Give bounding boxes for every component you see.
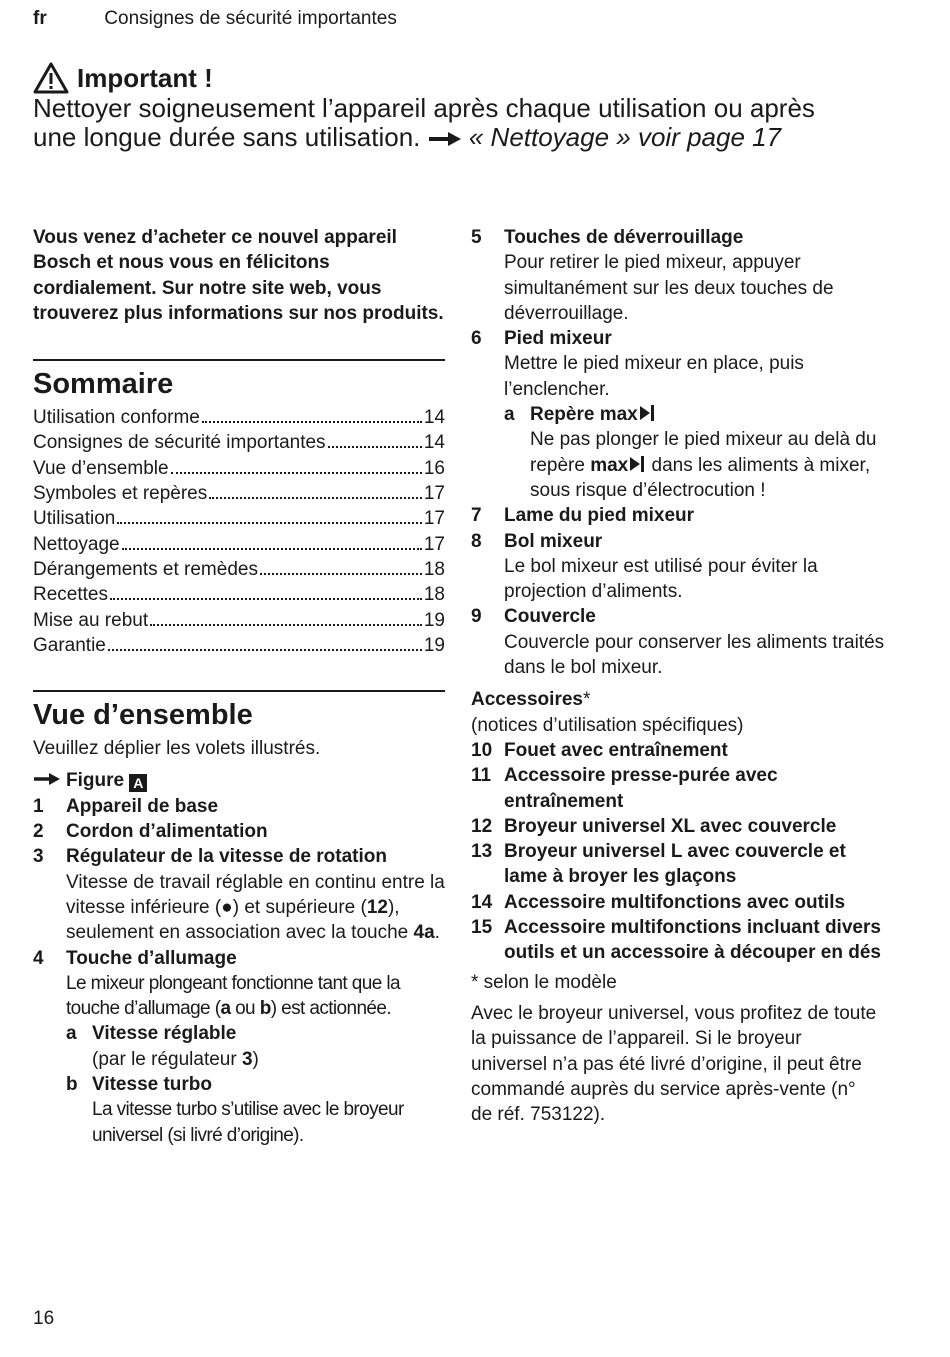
table-of-contents bbox=[33, 405, 445, 658]
toc-entry bbox=[33, 633, 445, 658]
warning-reference: « Nettoyage » voir page 17 bbox=[468, 122, 782, 152]
accessories-note: (notices d’utilisation spécifiques) bbox=[471, 714, 744, 736]
vue-ensemble-title: Vue d’ensemble bbox=[33, 690, 445, 732]
sub-item: a Vitesse réglable (par le régulateur 3) bbox=[66, 1023, 259, 1070]
list-item: 1 Appareil de base bbox=[33, 795, 219, 817]
language-code: fr bbox=[33, 8, 47, 29]
list-item: 4 Touche d’allumage Le mixeur plongeant fonctionne tant que la touche d’allumage (a ou b) est actionnée. a Vitesse réglable (par le régulateur 3) b Vitesse turbo La vitesse turbo s’utilise avec le broyeur universel (si livré d’origine). bbox=[33, 946, 445, 1148]
accessory-item: 10 Fouet avec entraînement bbox=[471, 739, 728, 761]
toc-leader bbox=[171, 472, 422, 474]
toc-leader bbox=[328, 446, 422, 448]
accessory-item: 12 Broyeur universel XL avec couvercle bbox=[471, 815, 837, 837]
toc-leader bbox=[110, 598, 422, 600]
toc-page: 18 bbox=[423, 584, 445, 606]
toc-entry bbox=[33, 557, 445, 582]
list-item: 6 Pied mixeur Mettre le pied mixeur en place, puis l’enclencher. a Repère max Ne pas plonger le pied mixeur au delà du repère max dans les aliments à mixer, sous risque d’électrocution ! bbox=[471, 326, 891, 503]
toc-page: 14 bbox=[423, 407, 445, 429]
warning-triangle-icon bbox=[33, 62, 69, 94]
toc-page: 18 bbox=[423, 558, 445, 580]
toc-entry bbox=[33, 456, 445, 481]
toc-label: Vue d’ensemble bbox=[33, 457, 169, 479]
toc-leader bbox=[108, 649, 422, 651]
page-header bbox=[33, 8, 397, 30]
warning-text: Nettoyer soigneusement l’appareil après chaque utilisation ou après une longue durée sans utilisation. « Nettoyage » voir page 17 bbox=[33, 93, 815, 152]
sub-item: b Vitesse turbo La vitesse turbo s’utilise avec le broyeur universel (si livré d’origine). bbox=[66, 1074, 404, 1146]
toc-page: 14 bbox=[423, 432, 445, 454]
closing-paragraph: Avec le broyeur universel, vous profitez de toute la puissance de l’appareil. Si le broyeur universel n’a pas été livré d’origine, il peut être commandé auprès du service après-vente (n° de réf. 753122). bbox=[471, 1002, 877, 1126]
right-column bbox=[471, 225, 891, 1127]
header-title: Consignes de sécurité importantes bbox=[104, 8, 397, 29]
vue-intro: Veuillez déplier les volets illustrés. bbox=[33, 738, 321, 760]
intro-text: Vous venez d’acheter ce nouvel appareil Bosch et nous vous en félicitons cordialement. Sur notre site web, vous trouverez plus informations sur nos produits. bbox=[33, 227, 444, 324]
toc-entry bbox=[33, 532, 445, 557]
toc-entry bbox=[33, 506, 445, 531]
toc-label: Garantie bbox=[33, 634, 106, 656]
toc-leader bbox=[260, 573, 422, 575]
accessory-item: 13 Broyeur universel L avec couvercle et lame à broyer les glaçons bbox=[471, 841, 846, 888]
toc-leader bbox=[122, 548, 422, 550]
toc-leader bbox=[117, 522, 421, 524]
accessory-item: 11 Accessoire presse-purée avec entraînement bbox=[471, 765, 778, 812]
toc-label: Dérangements et remèdes bbox=[33, 558, 258, 580]
important-warning bbox=[33, 62, 833, 152]
sommaire-title: Sommaire bbox=[33, 359, 445, 401]
accessories-heading: Accessoires* bbox=[471, 689, 591, 711]
arrow-right-icon bbox=[428, 131, 462, 147]
item-description: Le mixeur plongeant fonctionne tant que la touche d’allumage (a ou b) est actionnée. bbox=[66, 972, 400, 1020]
toc-page: 17 bbox=[423, 483, 445, 505]
footnote: * selon le modèle bbox=[471, 971, 617, 993]
toc-label: Utilisation conforme bbox=[33, 407, 200, 429]
item-description: Vitesse de travail réglable en continu entre la vitesse inférieure (●) et supérieure (12), seulement en association avec la touche 4a. bbox=[66, 871, 445, 944]
list-item: 8 Bol mixeur Le bol mixeur est utilisé pour éviter la projection d’aliments. bbox=[471, 530, 818, 603]
toc-page: 17 bbox=[423, 533, 445, 555]
list-item: 5 Touches de déverrouillage Pour retirer le pied mixeur, appuyer simultanément sur les deux touches de déverrouillage. bbox=[471, 227, 834, 324]
figure-letter-badge: A bbox=[129, 774, 147, 792]
toc-label: Mise au rebut bbox=[33, 609, 149, 631]
sub-item: a Repère max Ne pas plonger le pied mixeur au delà du repère max dans les aliments à mixer, sous risque d’électrocution ! bbox=[504, 404, 877, 501]
accessory-item: 15 Accessoire multifonctions incluant divers outils et un accessoire à découper en dés bbox=[471, 917, 881, 964]
max-marker: max bbox=[600, 404, 656, 425]
toc-page: 19 bbox=[423, 634, 445, 656]
arrow-right-icon bbox=[33, 772, 61, 786]
max-marker: max bbox=[590, 455, 646, 476]
toc-label: Utilisation bbox=[33, 508, 116, 530]
accessories-list bbox=[471, 738, 891, 966]
toc-entry bbox=[33, 582, 445, 607]
toc-entry bbox=[33, 608, 445, 633]
toc-label: Nettoyage bbox=[33, 533, 120, 555]
accessory-item: 14 Accessoire multifonctions avec outils bbox=[471, 891, 846, 913]
toc-label: Recettes bbox=[33, 584, 108, 606]
toc-page: 17 bbox=[423, 508, 445, 530]
list-item: 3 Régulateur de la vitesse de rotation Vitesse de travail réglable en continu entre la vitesse inférieure (●) et supérieure (12), seulement en association avec la touche 4a. bbox=[33, 844, 445, 945]
toc-page: 16 bbox=[423, 457, 445, 479]
max-marker-icon bbox=[628, 455, 646, 473]
page-number: 16 bbox=[33, 1308, 55, 1329]
toc-entry bbox=[33, 405, 445, 430]
toc-entry bbox=[33, 481, 445, 506]
toc-entry bbox=[33, 430, 445, 455]
max-marker-icon bbox=[638, 404, 656, 422]
list-item: 9 Couvercle Couvercle pour conserver les aliments traités dans le bol mixeur. bbox=[471, 606, 885, 679]
toc-label: Symboles et repères bbox=[33, 483, 208, 505]
list-item: 7 Lame du pied mixeur bbox=[471, 505, 695, 527]
left-column bbox=[33, 225, 445, 1148]
warning-title: Important ! bbox=[33, 62, 833, 94]
toc-leader bbox=[209, 497, 422, 499]
toc-label: Consignes de sécurité importantes bbox=[33, 432, 326, 454]
list-item: 2 Cordon d’alimentation bbox=[33, 821, 268, 843]
toc-leader bbox=[202, 421, 422, 423]
toc-leader bbox=[150, 624, 422, 626]
figure-reference: Figure A bbox=[33, 768, 445, 793]
toc-page: 19 bbox=[423, 609, 445, 631]
